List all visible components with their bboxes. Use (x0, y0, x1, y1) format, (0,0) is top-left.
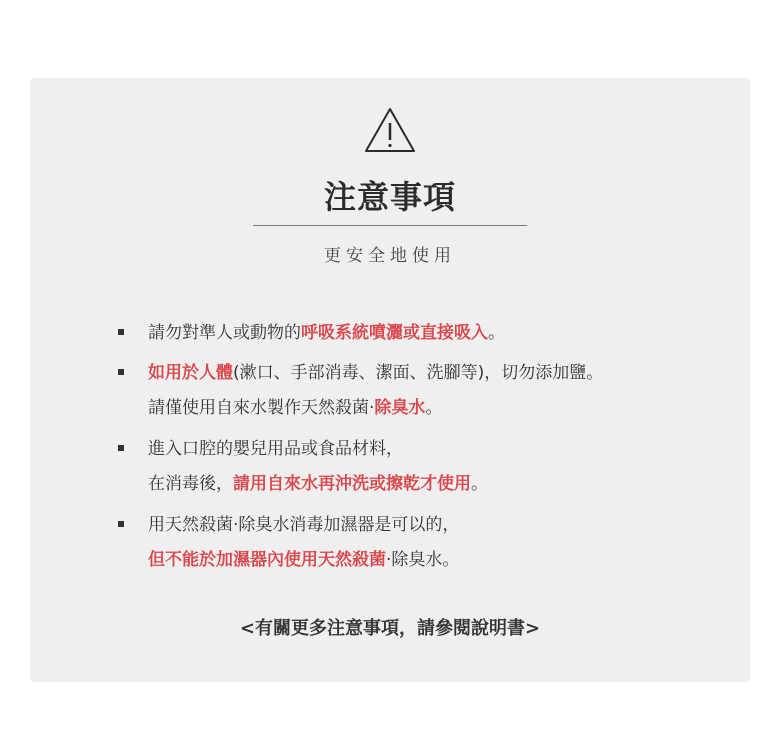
note-highlight: 請用自來水再沖洗或擦乾才使用 (233, 474, 471, 494)
bullet-icon (118, 329, 124, 335)
note-text: 請勿對準人或動物的 (148, 323, 301, 343)
note-highlight: 如用於人體 (148, 363, 233, 383)
note-item (118, 356, 603, 426)
note-text: 。 (471, 474, 488, 494)
note-text: (漱口、手部消毒、潔面、洗腳等)，切勿添加鹽。 (233, 363, 604, 383)
note-highlight: 除臭水 (374, 398, 426, 418)
note-text: ·除臭水。 (386, 550, 460, 570)
warning-triangle-icon (363, 106, 417, 154)
note-line (148, 391, 603, 426)
title-divider (253, 225, 527, 226)
manual-reference-note: <有關更多注意事項，請參閱說明書> (239, 618, 541, 639)
note-line (148, 316, 505, 351)
note-item (118, 316, 505, 351)
bullet-icon (118, 445, 124, 451)
page-subtitle: 更安全地使用 (324, 246, 456, 266)
bullet-icon (118, 521, 124, 527)
note-line (148, 543, 459, 578)
note-text: 。 (488, 323, 505, 343)
note-text: 。 (425, 398, 443, 418)
note-line (148, 432, 488, 467)
note-highlight: 但不能於加濕器內使用天然殺菌 (148, 550, 386, 570)
note-item (118, 432, 488, 502)
note-line (148, 508, 459, 543)
page-title: 注意事項 (323, 178, 456, 216)
note-text: 用天然殺菌·除臭水消毒加濕器是可以的， (148, 515, 460, 535)
note-text: 請僅使用自來水製作天然殺菌· (148, 398, 375, 418)
note-line (148, 467, 488, 502)
notice-card (30, 78, 750, 682)
note-text: 在消毒後， (148, 474, 233, 494)
note-item (118, 508, 459, 578)
note-highlight: 呼吸系統噴灑或直接吸入 (301, 323, 488, 343)
note-line (148, 356, 603, 391)
bullet-icon (118, 369, 124, 375)
note-text: 進入口腔的嬰兒用品或食品材料， (148, 439, 403, 459)
